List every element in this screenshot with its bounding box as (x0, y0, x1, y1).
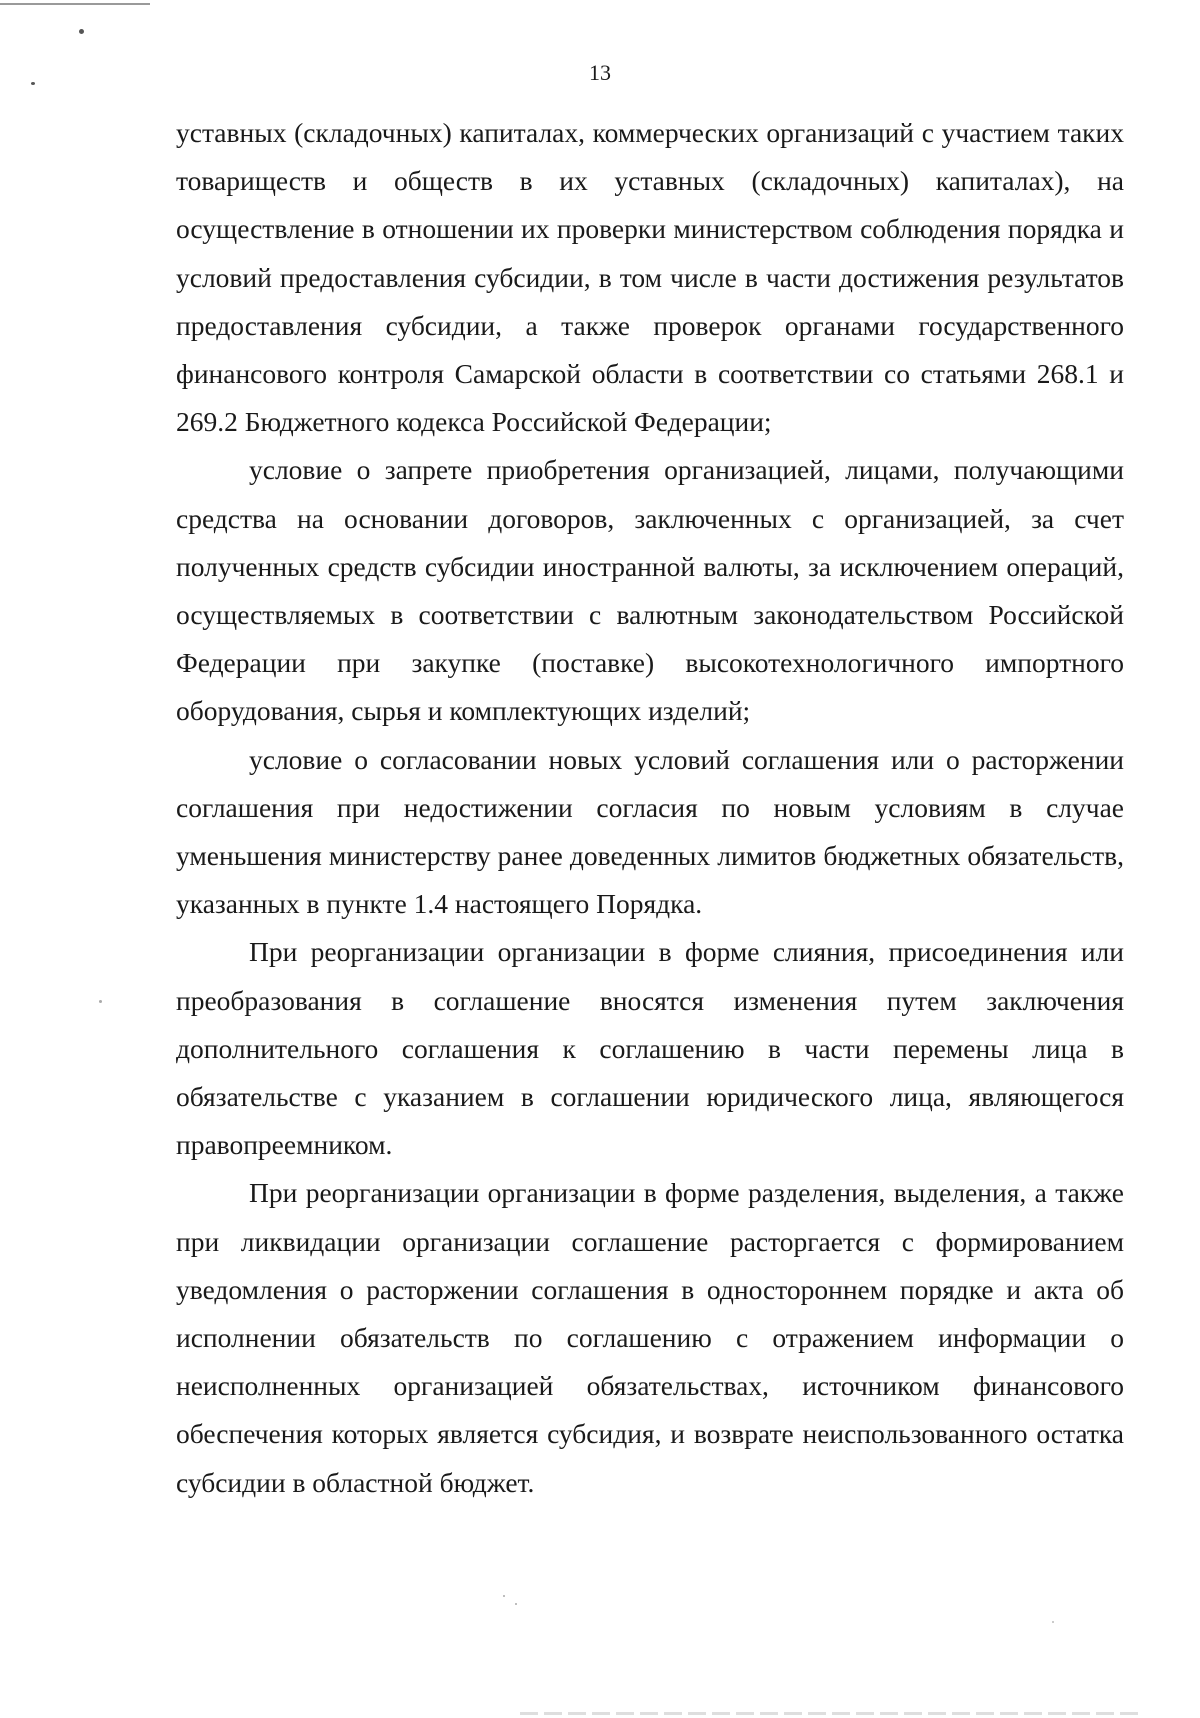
scan-edge-line (0, 3, 150, 5)
scan-speck (31, 82, 35, 85)
scan-speck (503, 1595, 505, 1597)
scan-speck (515, 1603, 517, 1605)
document-body (176, 109, 1124, 1507)
page-number: 13 (589, 60, 611, 85)
paragraph-1: уставных (складочных) капиталах, коммерческих организаций с участием таких товариществ и обществ в их уставных (складочных) капиталах), на осуществление в отношении их проверки министерством соблюдения порядка и условий предоставления субсидии, в том числе в части достижения результатов предоставления субсидии, а также проверок органами государственного финансового контроля Самарской области в соответствии со статьями 268.1 и 269.2 Бюджетного кодекса Российской Федерации; (176, 117, 1124, 438)
paragraph-2: условие о запрете приобретения организацией, лицами, получающими средства на основании договоров, заключенных с организацией, за счет полученных средств субсидии иностранной валюты, за исключением операций, осуществляемых в соответствии с валютным законодательством Российской Федерации при закупке (поставке) высокотехнологичного импортного оборудования, сырья и комплектующих изделий; (176, 454, 1124, 727)
scan-speck (1052, 1621, 1054, 1623)
scan-bottom-artifact (520, 1712, 1140, 1715)
scan-speck (79, 29, 84, 34)
paragraph-4: При реорганизации организации в форме слияния, присоединения или преобразования в соглашение вносятся изменения путем заключения дополнительного соглашения к соглашению в части перемены лица в обязательстве с указанием в соглашении юридического лица, являющегося правопреемником. (176, 936, 1124, 1161)
paragraph-5: При реорганизации организации в форме разделения, выделения, а также при ликвидации организации соглашение расторгается с формированием уведомления о расторжении соглашения в одностороннем порядке и акта об исполнении обязательств по соглашению с отражением информации о неисполненных организацией обязательствах, источником финансового обеспечения которых является субсидия, и возврате неиспользованного остатка субсидии в областной бюджет. (176, 1177, 1124, 1498)
paragraph-3: условие о согласовании новых условий соглашения или о расторжении соглашения при недостижении согласия по новым условиям в случае уменьшения министерству ранее доведенных лимитов бюджетных обязательств, указанных в пункте 1.4 настоящего Порядка. (176, 743, 1124, 920)
scan-speck (99, 1000, 102, 1003)
